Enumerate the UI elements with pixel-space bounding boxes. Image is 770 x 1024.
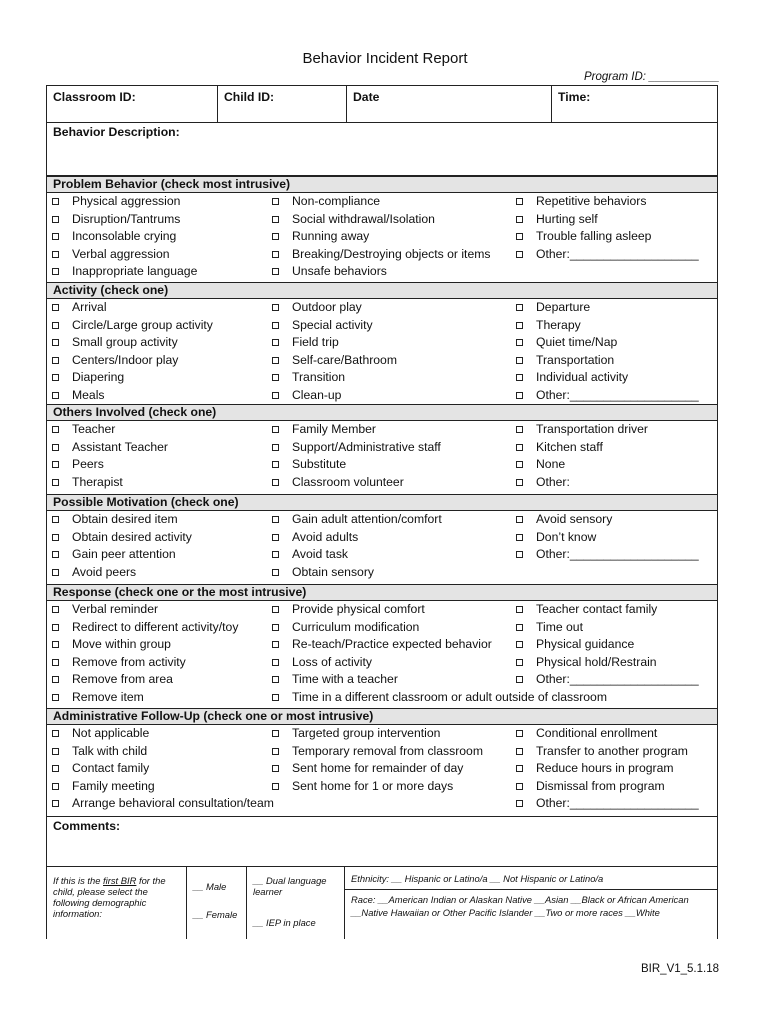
checkbox-label: Individual activity xyxy=(536,370,629,385)
checkbox-icon[interactable] xyxy=(516,800,523,807)
checkbox-icon[interactable] xyxy=(516,426,523,433)
checkbox-label: Physical guidance xyxy=(536,637,635,652)
checkbox-icon[interactable] xyxy=(272,198,279,205)
checkbox-icon[interactable] xyxy=(52,233,59,240)
checkbox-icon[interactable] xyxy=(516,339,523,346)
checkbox-icon[interactable] xyxy=(52,516,59,523)
checkbox-label: Meals xyxy=(72,388,105,402)
incident-form xyxy=(46,85,718,867)
language-options xyxy=(246,867,344,939)
checkbox-icon[interactable] xyxy=(272,624,279,631)
checkbox-icon[interactable] xyxy=(272,268,279,275)
checkbox-label: Gain peer attention xyxy=(72,547,176,562)
checkbox-label: Don’t know xyxy=(536,529,597,544)
checkbox-icon[interactable] xyxy=(52,444,59,451)
checkbox-label: Departure xyxy=(536,300,591,314)
checkbox-label: Breaking/Destroying objects or items xyxy=(292,246,491,261)
checkbox-label: Transportation xyxy=(536,352,615,367)
checkbox-label: Centers/Indoor play xyxy=(72,352,179,367)
section-header: Activity (check one) xyxy=(47,282,717,299)
race-options[interactable]: Race: __American Indian or Alaskan Native __Asian __Black or African American __Native Hawaiian or Other Pacific Islander __Two or more races __White xyxy=(351,894,689,918)
checkbox-icon[interactable] xyxy=(272,694,279,701)
program-id-field[interactable]: Program ID: ___________ xyxy=(584,71,720,83)
checkbox-label: Other: xyxy=(536,474,570,489)
checkbox-icon[interactable] xyxy=(516,304,523,311)
checkbox-icon[interactable] xyxy=(516,534,523,541)
child-id-field[interactable]: Child ID: xyxy=(217,86,346,122)
male-option[interactable]: __ Male xyxy=(193,881,227,892)
checkbox-label: Diapering xyxy=(72,370,125,385)
section-header: Others Involved (check one) xyxy=(47,404,717,421)
checkbox-label: Dismissal from program xyxy=(536,778,665,793)
checkbox-icon[interactable] xyxy=(516,624,523,631)
checkbox-label: Arrival xyxy=(72,300,107,314)
checkbox-icon[interactable] xyxy=(272,461,279,468)
checkbox-icon[interactable] xyxy=(272,606,279,613)
checkbox-icon[interactable] xyxy=(272,551,279,558)
section-header: Administrative Follow-Up (check one or most intrusive) xyxy=(47,708,717,725)
checkbox-icon[interactable] xyxy=(52,426,59,433)
checkbox-icon[interactable] xyxy=(52,748,59,755)
checkbox-label: Reduce hours in program xyxy=(536,761,674,776)
checkbox-icon[interactable] xyxy=(516,392,523,399)
checkbox-icon[interactable] xyxy=(272,233,279,240)
checkbox-label: Field trip xyxy=(292,335,339,350)
checkbox-label: Clean-up xyxy=(292,388,342,402)
page-title: Behavior Incident Report xyxy=(302,50,468,67)
checkbox-icon[interactable] xyxy=(516,374,523,381)
checkbox-label: Disruption/Tantrums xyxy=(72,211,181,226)
checkbox-label: Curriculum modification xyxy=(292,619,420,634)
checkbox-icon[interactable] xyxy=(52,551,59,558)
checkbox-label: Other:___________________ xyxy=(536,796,699,811)
checkbox-label: Re-teach/Practice expected behavior xyxy=(292,637,492,652)
checkbox-label: Small group activity xyxy=(72,335,178,350)
checkbox-label: Verbal aggression xyxy=(72,246,170,261)
checkbox-icon[interactable] xyxy=(516,322,523,329)
checkbox-icon[interactable] xyxy=(52,304,59,311)
checkbox-icon[interactable] xyxy=(52,339,59,346)
checkbox-icon[interactable] xyxy=(272,357,279,364)
checkbox-icon[interactable] xyxy=(516,606,523,613)
checkbox-icon[interactable] xyxy=(516,357,523,364)
checkbox-icon[interactable] xyxy=(516,461,523,468)
checkbox-label: Support/Administrative staff xyxy=(292,439,441,454)
checkbox-label: Time out xyxy=(536,619,583,634)
checkbox-label: Running away xyxy=(292,229,370,244)
checkbox-label: Outdoor play xyxy=(292,300,362,314)
checkbox-icon[interactable] xyxy=(52,783,59,790)
checkbox-label: Move within group xyxy=(72,637,171,652)
checkbox-label: Family meeting xyxy=(72,778,155,793)
checkbox-label: Peers xyxy=(72,457,104,472)
checkbox-label: Social withdrawal/Isolation xyxy=(292,211,435,226)
checkbox-icon[interactable] xyxy=(272,516,279,523)
checkbox-icon[interactable] xyxy=(52,659,59,666)
checkbox-icon[interactable] xyxy=(516,479,523,486)
demographics-table xyxy=(46,867,718,939)
checkbox-label: Sent home for remainder of day xyxy=(292,761,464,776)
checkbox-icon[interactable] xyxy=(516,641,523,648)
checkbox-icon[interactable] xyxy=(52,392,59,399)
checkbox-label: Contact family xyxy=(72,761,150,776)
checkbox-icon[interactable] xyxy=(52,479,59,486)
checkbox-icon[interactable] xyxy=(516,748,523,755)
checkbox-label: Quiet time/Nap xyxy=(536,335,618,350)
checkbox-icon[interactable] xyxy=(272,730,279,737)
version-footer: BIR_V1_5.1.18 xyxy=(641,963,720,975)
checkbox-icon[interactable] xyxy=(52,730,59,737)
checkbox-icon[interactable] xyxy=(516,516,523,523)
checkbox-label: Verbal reminder xyxy=(72,602,159,616)
checkbox-label: Teacher xyxy=(72,422,116,436)
checkbox-label: Hurting self xyxy=(536,211,598,226)
ethnicity-options[interactable]: Ethnicity: __ Hispanic or Latino/a __ Not Hispanic or Latino/a xyxy=(351,873,604,884)
checkbox-label: Assistant Teacher xyxy=(72,439,168,454)
checkbox-icon[interactable] xyxy=(516,676,523,683)
checkbox-label: Teacher contact family xyxy=(536,602,658,616)
checkbox-label: Special activity xyxy=(292,317,373,332)
checkbox-label: Family Member xyxy=(292,422,376,436)
checkbox-label: Physical aggression xyxy=(72,194,181,208)
checkbox-label: Talk with child xyxy=(72,743,148,758)
checkbox-icon[interactable] xyxy=(516,216,523,223)
checkbox-icon[interactable] xyxy=(272,251,279,258)
checkbox-icon[interactable] xyxy=(272,479,279,486)
dual-language-option[interactable]: __ Dual language learner xyxy=(253,875,327,897)
checkbox-label: Substitute xyxy=(292,457,347,472)
checkbox-icon[interactable] xyxy=(272,304,279,311)
checkbox-icon[interactable] xyxy=(516,444,523,451)
checkbox-icon[interactable] xyxy=(272,322,279,329)
checkbox-label: Remove from activity xyxy=(72,654,186,669)
checkbox-icon[interactable] xyxy=(52,534,59,541)
checkbox-label: Targeted group intervention xyxy=(292,726,441,740)
checkbox-label: Circle/Large group activity xyxy=(72,317,213,332)
checkbox-label: Gain adult attention/comfort xyxy=(292,512,442,526)
checkbox-icon[interactable] xyxy=(52,216,59,223)
classroom-id-field[interactable]: Classroom ID: xyxy=(53,90,136,104)
checkbox-icon[interactable] xyxy=(516,251,523,258)
checkbox-label: Remove item xyxy=(72,690,144,704)
section-header: Response (check one or the most intrusive) xyxy=(47,584,717,601)
female-option[interactable]: __ Female xyxy=(193,909,238,920)
checkbox-icon[interactable] xyxy=(516,730,523,737)
checkbox-label: Self-care/Bathroom xyxy=(292,352,397,367)
checkbox-icon[interactable] xyxy=(52,676,59,683)
checkbox-label: Avoid task xyxy=(292,547,349,562)
checkbox-icon[interactable] xyxy=(516,233,523,240)
checkbox-icon[interactable] xyxy=(52,461,59,468)
checkbox-label: Other:___________________ xyxy=(536,388,699,402)
checkbox-label: Avoid adults xyxy=(292,529,359,544)
behavior-description-label: Behavior Description: xyxy=(53,125,180,139)
checkbox-label: Other:___________________ xyxy=(536,672,699,687)
checkbox-icon[interactable] xyxy=(272,534,279,541)
checkbox-label: Kitchen staff xyxy=(536,439,603,454)
checkbox-icon[interactable] xyxy=(52,251,59,258)
checkbox-icon[interactable] xyxy=(272,783,279,790)
checkbox-label: Loss of activity xyxy=(292,654,372,669)
checkbox-label: Remove from area xyxy=(72,672,173,687)
checkbox-label: Avoid peers xyxy=(72,564,137,579)
checkbox-label: Obtain desired activity xyxy=(72,529,192,544)
checkbox-label: Unsafe behaviors xyxy=(292,264,387,279)
checkbox-label: Obtain desired item xyxy=(72,512,178,526)
checkbox-label: Other:___________________ xyxy=(536,547,699,562)
section-header: Possible Motivation (check one) xyxy=(47,494,717,511)
checkbox-icon[interactable] xyxy=(272,392,279,399)
checkbox-label: None xyxy=(536,457,566,472)
checkbox-label: Obtain sensory xyxy=(292,564,374,579)
checkbox-label: Time with a teacher xyxy=(292,672,398,687)
checkbox-label: Time in a different classroom or adult outside of classroom xyxy=(292,690,607,704)
checkbox-icon[interactable] xyxy=(52,606,59,613)
checkbox-label: Provide physical comfort xyxy=(292,602,425,616)
checkbox-icon[interactable] xyxy=(52,641,59,648)
checkbox-label: Classroom volunteer xyxy=(292,474,404,489)
comments-field[interactable] xyxy=(47,816,717,868)
checkbox-icon[interactable] xyxy=(52,357,59,364)
section-header: Problem Behavior (check most intrusive) xyxy=(47,176,717,193)
checkbox-label: Temporary removal from classroom xyxy=(292,743,483,758)
checkbox-label: Redirect to different activity/toy xyxy=(72,619,239,634)
time-field[interactable]: Time: xyxy=(551,86,719,122)
checkbox-label: Sent home for 1 or more days xyxy=(292,778,454,793)
behavior-description-field[interactable] xyxy=(47,122,717,176)
checkbox-icon[interactable] xyxy=(272,641,279,648)
checkbox-icon[interactable] xyxy=(516,765,523,772)
checkbox-icon[interactable] xyxy=(272,426,279,433)
checkbox-icon[interactable] xyxy=(272,216,279,223)
ethnicity-race-options xyxy=(344,867,718,939)
demographics-divider xyxy=(345,889,717,890)
checkbox-icon[interactable] xyxy=(272,569,279,576)
checkbox-label: Transportation driver xyxy=(536,422,648,436)
demographics-instructions: If this is the first BIR for the child, please select the following demographic information: xyxy=(46,867,186,939)
checkbox-icon[interactable] xyxy=(52,624,59,631)
checkbox-label: Therapist xyxy=(72,474,123,489)
checkbox-icon[interactable] xyxy=(516,659,523,666)
checkbox-icon[interactable] xyxy=(272,374,279,381)
checkbox-icon[interactable] xyxy=(516,198,523,205)
checkbox-icon[interactable] xyxy=(272,676,279,683)
checkbox-icon[interactable] xyxy=(52,198,59,205)
checkbox-label: Conditional enrollment xyxy=(536,726,658,740)
checkbox-icon[interactable] xyxy=(52,694,59,701)
checkbox-label: Therapy xyxy=(536,317,581,332)
iep-option[interactable]: __ IEP in place xyxy=(253,917,316,928)
checkbox-icon[interactable] xyxy=(52,374,59,381)
checkbox-label: Not applicable xyxy=(72,726,150,740)
checkbox-label: Inappropriate language xyxy=(72,264,198,279)
checkbox-label: Avoid sensory xyxy=(536,512,613,526)
checkbox-label: Arrange behavioral consultation/team xyxy=(72,796,274,811)
checkbox-icon[interactable] xyxy=(52,569,59,576)
checkbox-label: Physical hold/Restrain xyxy=(536,654,657,669)
checkbox-label: Trouble falling asleep xyxy=(536,229,652,244)
checkbox-icon[interactable] xyxy=(516,783,523,790)
checkbox-icon[interactable] xyxy=(272,444,279,451)
date-field[interactable]: Date xyxy=(346,86,551,122)
checkbox-label: Non-compliance xyxy=(292,194,381,208)
header-row xyxy=(47,86,717,123)
checkbox-icon[interactable] xyxy=(52,268,59,275)
checkbox-label: Other:___________________ xyxy=(536,246,699,261)
checkbox-label: Transition xyxy=(292,370,346,385)
comments-label: Comments: xyxy=(53,819,121,833)
gender-options xyxy=(186,867,246,939)
checkbox-icon[interactable] xyxy=(52,322,59,329)
checkbox-icon[interactable] xyxy=(52,765,59,772)
checkbox-label: Inconsolable crying xyxy=(72,229,177,244)
checkbox-icon[interactable] xyxy=(516,551,523,558)
checkbox-label: Transfer to another program xyxy=(536,743,688,758)
checkbox-icon[interactable] xyxy=(272,765,279,772)
checkbox-icon[interactable] xyxy=(272,659,279,666)
checkbox-icon[interactable] xyxy=(272,748,279,755)
checkbox-icon[interactable] xyxy=(272,339,279,346)
checkbox-icon[interactable] xyxy=(52,800,59,807)
checkbox-label: Repetitive behaviors xyxy=(536,194,647,208)
